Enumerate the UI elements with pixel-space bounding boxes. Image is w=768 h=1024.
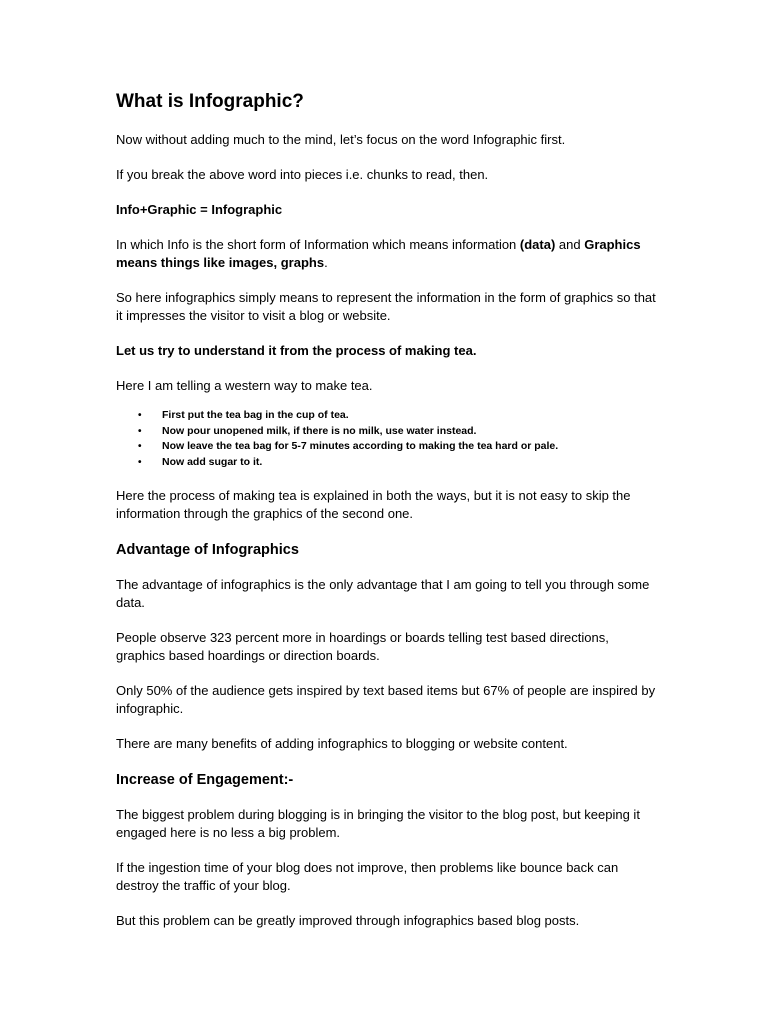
list-item-text: Now pour unopened milk, if there is no milk, use water instead. [162,424,477,437]
document-title: What is Infographic? [116,91,304,112]
bullet-icon: • [138,441,142,452]
definition-paragraph [116,236,656,272]
bullet-icon: • [138,410,142,421]
definition-graphics-bold: Graphics means things like images, graphs [116,237,641,270]
process-paragraph: Here the process of making tea is explained in both the ways, but it is not easy to skip the information through the graphics of the second one. [116,488,631,521]
ingestion-paragraph: If the ingestion time of your blog does not improve, then problems like bounce back can destroy the traffic of your blog. [116,860,619,893]
western-way-paragraph: Here I am telling a western way to make tea. [116,378,373,393]
bullet-icon: • [138,456,142,468]
list-item [116,455,656,471]
bullet-icon: • [138,425,142,437]
advantage-paragraph: The advantage of infographics is the only advantage that I am going to tell you through some data. [116,577,650,610]
tea-intro-paragraph: Let us try to understand it from the process of making tea. [116,343,477,358]
definition-data-bold: (data) [519,237,556,252]
meaning-paragraph: So here infographics simply means to represent the information in the form of graphics so that it impresses the visitor to visit a blog or website. [116,290,656,323]
list-item-text: Now add sugar to it. [162,455,263,468]
engagement-heading: Increase of Engagement:- [116,772,294,788]
problem-paragraph: The biggest problem during blogging is in bringing the visitor to the blog post, but keeping it engaged here is no less a big problem. [116,807,640,840]
hoardings-paragraph: People observe 323 percent more in hoardings or boards telling test based directions, graphics based hoardings or direction boards. [116,630,609,663]
list-item [116,424,656,440]
solution-paragraph: But this problem can be greatly improved through infographics based blog posts. [116,913,580,928]
formula-paragraph: Info+Graphic = Infographic [116,202,283,217]
benefits-paragraph: There are many benefits of adding infographics to blogging or website content. [116,736,568,751]
list-item [116,439,656,455]
intro-paragraph: Now without adding much to the mind, let’s focus on the word Infographic first. [116,132,566,147]
definition-text-3: . [324,255,328,270]
list-item [116,408,656,424]
document-page [116,90,656,947]
list-item-text: Now leave the tea bag for 5-7 minutes according to making the tea hard or pale. [162,440,559,452]
tea-steps-list [116,408,656,470]
list-item-text: First put the tea bag in the cup of tea. [162,409,349,421]
definition-text-2: and [555,237,585,252]
advantage-heading: Advantage of Infographics [116,542,299,558]
audience-paragraph: Only 50% of the audience gets inspired by text based items but 67% of people are inspired by infographic. [116,683,656,716]
chunks-paragraph: If you break the above word into pieces i.e. chunks to read, then. [116,167,489,182]
definition-text-1: In which Info is the short form of Information which means information [116,237,520,252]
